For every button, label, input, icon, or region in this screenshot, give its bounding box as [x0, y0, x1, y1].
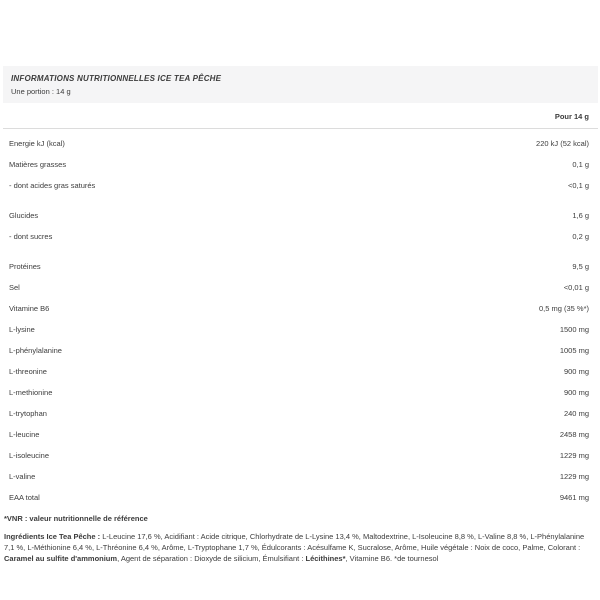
row-value: <0,01 g	[563, 283, 589, 292]
row-label: L-trytophan	[9, 409, 47, 418]
table-row	[3, 487, 598, 508]
row-value: 240 mg	[563, 409, 589, 418]
row-value: 900 mg	[563, 367, 589, 376]
row-value: 9,5 g	[572, 262, 589, 271]
row-label: L-isoleucine	[9, 451, 50, 460]
ingredients-paragraph: Ingrédients Ice Tea Pêche : L-Leucine 17,6 %, Acidifiant : Acide citrique, Chlorhydrate de L-Lysine 13,4 %, Maltodextrine, L-Isoleucine 8,8 %, L-Valine 8,8 %, L-Phénylalanine 7,1 %, L-Méthionine 6,4 %, L-Thréonine 6,4 %, Arôme, L-Tryptophane 1,7 %, Édulcorants : Acésulfame K, Sucralose, Arôme, Huile végétale : Noix de coco, Palme, Colorant : Caramel au sulfite d'ammonium, Agent de séparation : Dioxyde de silicium, Émulsifiant : Lécithines*, Vitamine B6. *de tournesol	[4, 532, 585, 563]
row-label: Glucides	[9, 211, 39, 220]
row-value: 1005 mg	[559, 346, 589, 355]
row-value: 0,1 g	[572, 160, 589, 169]
table-row	[3, 205, 598, 226]
table-row	[3, 133, 598, 154]
table-row	[3, 445, 598, 466]
table-row	[3, 319, 598, 340]
row-label: L-lysine	[9, 325, 35, 334]
row-label: Protéines	[9, 262, 41, 271]
nutrition-panel	[3, 66, 598, 564]
column-header: Pour 14 g	[3, 103, 598, 129]
row-value: 1,6 g	[572, 211, 589, 220]
panel-title: INFORMATIONS NUTRITIONNELLES ICE TEA PÊCHE	[11, 74, 222, 83]
row-value: 900 mg	[563, 388, 589, 397]
table-row	[3, 361, 598, 382]
table-row	[3, 154, 598, 175]
table-row	[3, 175, 598, 196]
row-value: 1229 mg	[559, 472, 589, 481]
row-value: <0,1 g	[567, 181, 589, 190]
table-row	[3, 256, 598, 277]
row-value: 1500 mg	[559, 325, 589, 334]
row-label: - dont sucres	[9, 232, 53, 241]
vnr-footnote: *VNR : valeur nutritionnelle de référence	[4, 514, 148, 523]
portion-size: Une portion : 14 g	[11, 87, 71, 96]
table-row	[3, 298, 598, 319]
table-row	[3, 424, 598, 445]
table-row	[3, 466, 598, 487]
row-value: 0,2 g	[572, 232, 589, 241]
row-value: 220 kJ (52 kcal)	[536, 139, 589, 148]
table-row	[3, 403, 598, 424]
nutrition-header	[3, 66, 598, 103]
row-value: 2458 mg	[559, 430, 589, 439]
row-label: L-methionine	[9, 388, 53, 397]
row-label: L-leucine	[9, 430, 40, 439]
row-label: - dont acides gras saturés	[9, 181, 96, 190]
row-value: 1229 mg	[559, 451, 589, 460]
row-value: 0,5 mg (35 %*)	[538, 304, 589, 313]
table-row	[3, 340, 598, 361]
row-label: Sel	[9, 283, 20, 292]
row-label: Matières grasses	[9, 160, 67, 169]
row-label: Energie kJ (kcal)	[9, 139, 65, 148]
row-label: L-threonine	[9, 367, 47, 376]
row-label: L-phénylalanine	[9, 346, 62, 355]
nutrition-table	[3, 129, 598, 508]
table-row	[3, 382, 598, 403]
row-label: L-valine	[9, 472, 36, 481]
row-value: 9461 mg	[559, 493, 589, 502]
table-row	[3, 226, 598, 247]
row-label: EAA total	[9, 493, 40, 502]
table-row	[3, 277, 598, 298]
row-label: Vitamine B6	[9, 304, 50, 313]
